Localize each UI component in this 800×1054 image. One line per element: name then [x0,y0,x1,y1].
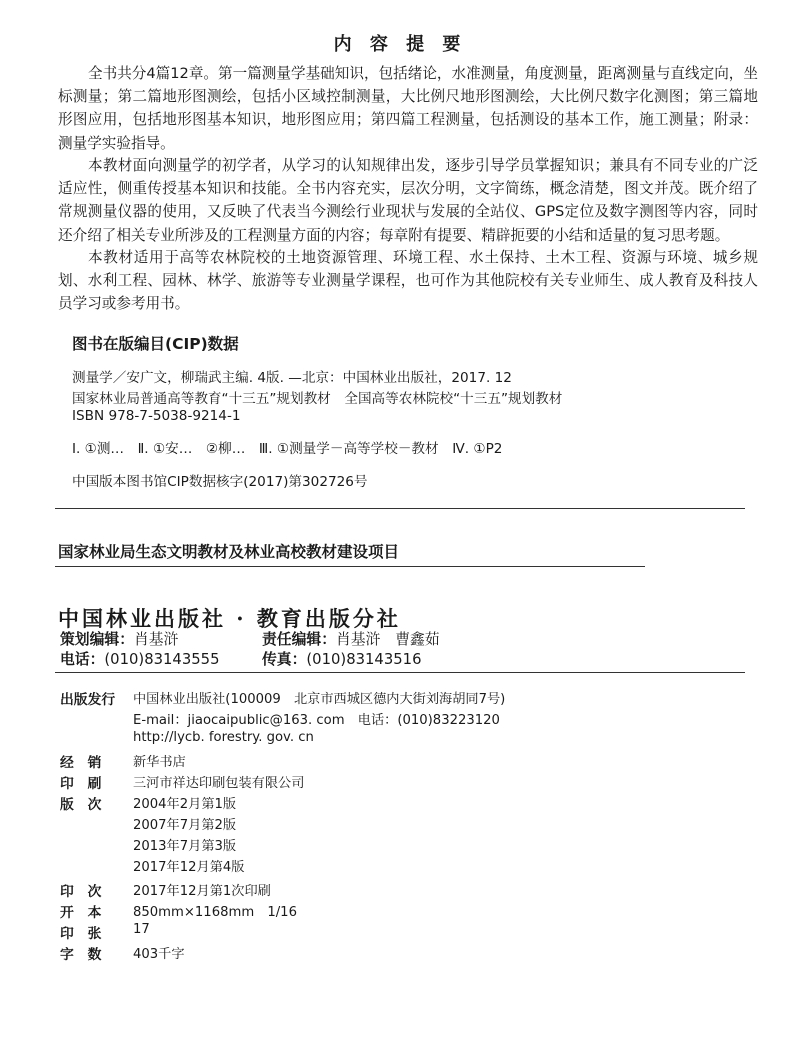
divider-project [55,566,645,567]
cip-catalog-number: 中国版本图书馆CIP数据核字(2017)第302726号 [72,474,368,490]
website-line: http://lycb. forestry. gov. cn [133,730,314,745]
cip-series-line: 国家林业局普通高等教育“十三五”规划教材 全国高等农林院校“十三五”规划教材 [72,391,563,407]
summary-paragraph-scope: 全书共分4篇12章。第一篇测量学基础知识，包括绪论，水准测量，角度测量，距离测量与直线定向，坐标测量；第二篇地形图测绘，包括小区域控制测量，大比例尺地形图测绘，大比例尺数字化测图；第三篇地形图应用，包括地形图基本知识，地形图应用；第四篇工程测量，包括测设的基本工作，施工测量；附录：测量学实验指导。 [58,65,758,152]
word-count-value: 403千字 [133,947,185,962]
printer-value: 三河市祥达印刷包装有限公司 [133,776,305,791]
printing-label: 印 次 [60,884,102,900]
distribution-value: 中国林业出版社(100009 北京市西城区德内大街刘海胡同7号) [133,692,506,707]
edition-3: 2013年7月第3版 [133,839,237,854]
seller-value: 新华书店 [133,755,186,770]
distribution-label: 出版发行 [60,692,116,708]
cip-heading: 图书在版编目(CIP)数据 [72,335,239,353]
publisher-phone [60,648,220,669]
summary-title: 内 容 提 要 [333,34,467,55]
phone-label: 电话： [60,651,105,668]
fax-value: (010)83143516 [306,651,422,668]
divider-top [55,508,745,509]
sheets-label: 印 张 [60,926,102,942]
edition-4: 2017年12月第4版 [133,860,245,875]
format-label: 开 本 [60,905,102,921]
cip-isbn: ISBN 978-7-5038-9214-1 [72,408,241,424]
summary-paragraph-features: 本教材面向测量学的初学者，从学习的认知规律出发，逐步引导学员掌握知识；兼具有不同专业的广泛适应性，侧重传授基本知识和技能。全书内容充实，层次分明，文字简练，概念清楚，图文并茂。既介绍了常规测量仪器的使用，又反映了代表当今测绘行业现状与发展的全站仪、GPS定位及数字测图等内容，同时还介绍了相关专业所涉及的工程测量方面的内容；每章附有提要、精辟扼要的小结和适量的复习思考题。 [58,157,758,244]
edition-label: 版 次 [60,797,102,813]
sheets-value: 17 [133,922,150,937]
email-phone-line: E-mail：jiaocaipublic@163. com 电话：(010)83223120 [133,713,500,728]
publisher-fax [262,648,422,669]
planning-editor-value: 肖基浒 [134,631,179,648]
edition-2: 2007年7月第2版 [133,818,237,833]
format-value: 850mm×1168mm 1/16 [133,905,297,920]
responsible-editor-value: 肖基浒 曹鑫茹 [336,631,440,648]
printer-label: 印 刷 [60,776,102,792]
planning-editor-label: 策划编辑： [60,631,134,648]
responsible-editor [262,628,440,649]
responsible-editor-label: 责任编辑： [262,631,336,648]
word-count-label: 字 数 [60,947,102,963]
seller-label: 经 销 [60,755,102,771]
edition-1: 2004年2月第1版 [133,797,237,812]
cip-classification: Ⅰ. ①测… Ⅱ. ①安… ②柳… Ⅲ. ①测量学－高等学校－教材 Ⅳ. ①P2 [72,441,503,457]
summary-paragraph-audience: 本教材适用于高等农林院校的土地资源管理、环境工程、水土保持、土木工程、资源与环境、城乡规划、水利工程、园林、林学、旅游等专业测量学课程，也可作为其他院校有关专业师生、成人教育及科技人员学习或参考用书。 [58,249,758,313]
divider-publisher [55,672,745,673]
printing-value: 2017年12月第1次印刷 [133,884,271,899]
planning-editor [60,628,178,649]
publisher-name: 中国林业出版社 · 教育出版分社 [58,606,401,631]
cip-bibliographic-line: 测量学／安广文，柳瑞武主编. 4版. —北京：中国林业出版社，2017. 12 [72,370,512,386]
project-title: 国家林业局生态文明教材及林业高校教材建设项目 [58,543,400,561]
fax-label: 传真： [262,651,307,668]
phone-value: (010)83143555 [104,651,220,668]
